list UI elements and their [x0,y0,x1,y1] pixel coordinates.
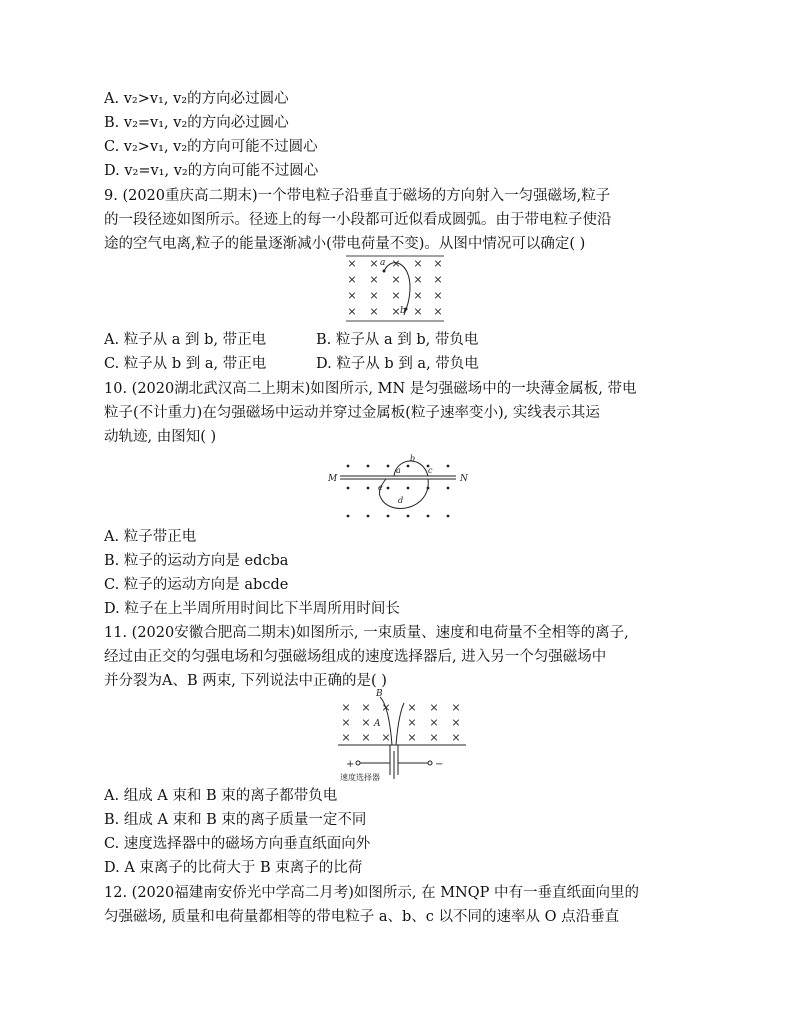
svg-text:×: × [429,701,439,714]
svg-text:×: × [407,701,417,714]
svg-text:×: × [369,289,379,302]
q11-stem-line-2: 经过由正交的匀强电场和匀强磁场组成的速度选择器后, 进入另一个匀强磁场中 [104,649,607,665]
svg-text:×: × [347,257,357,270]
q10-option-d: D. 粒子在上半周所用时间比下半周所用时间长 [104,601,400,617]
svg-text:×: × [451,731,461,744]
svg-text:×: × [391,305,401,318]
svg-text:×: × [361,701,371,714]
svg-text:×: × [381,731,391,744]
svg-text:×: × [361,716,371,729]
q8-option-b: B. v₂=v₁, v₂的方向必过圆心 [104,115,289,131]
q11-stem-line-3: 并分裂为A、B 两束, 下列说法中正确的是( ) [104,673,387,689]
q10-label-e: e [378,483,383,492]
q11-label-b: B [376,689,383,699]
svg-text:×: × [341,701,351,714]
svg-text:×: × [413,273,423,286]
svg-text:×: × [413,257,423,270]
q11-label-minus: − [435,759,444,770]
q9-options-row-1 [104,330,478,350]
q10-stem-line-1: 10. (2020湖北武汉高二上期末)如图所示, MN 是匀强磁场中的一块薄金属板, 带电 [104,381,637,397]
svg-text:×: × [341,731,351,744]
svg-text:×: × [391,289,401,302]
svg-text:×: × [451,701,461,714]
q11-label-a: A [374,719,381,729]
svg-text:×: × [433,289,443,302]
q8-option-c: C. v₂>v₁, v₂的方向可能不过圆心 [104,139,318,155]
q10-label-b: b [410,454,416,463]
svg-text:×: × [347,289,357,302]
q9-figure [340,253,450,325]
q9-options-row-2 [104,354,479,374]
q10-label-m: M [328,474,338,484]
q10-option-a: A. 粒子带正电 [104,529,197,545]
q10-stem-line-2: 粒子(不计重力)在匀强磁场中运动并穿过金属板(粒子速率变小), 实线表示其运 [104,405,600,421]
q9-stem-line-3: 途的空气电离,粒子的能量逐渐减小(带电荷量不变)。从图中情况可以确定( ) [104,236,586,252]
q10-label-a: a [396,466,401,475]
q10-label-d: d [398,496,404,505]
svg-text:×: × [429,731,439,744]
q9-option-d: D. 粒子从 b 到 a, 带负电 [316,356,479,372]
svg-text:×: × [433,273,443,286]
svg-text:×: × [391,257,401,270]
svg-text:×: × [391,273,401,286]
q11-option-d: D. A 束离子的比荷大于 B 束离子的比荷 [104,860,363,876]
q11-option-c: C. 速度选择器中的磁场方向垂直纸面向外 [104,836,371,852]
svg-text:×: × [381,701,391,714]
svg-text:×: × [413,305,423,318]
q11-label-plus: + [346,759,355,770]
svg-text:×: × [433,257,443,270]
svg-text:×: × [341,716,351,729]
q11-option-a: A. 组成 A 束和 B 束的离子都带负电 [104,788,338,804]
svg-text:×: × [429,716,439,729]
q8-option-d: D. v₂=v₁, v₂的方向可能不过圆心 [104,163,319,179]
q10-label-n: N [460,474,468,484]
q12-stem-line-1: 12. (2020福建南安侨光中学高二月考)如图所示, 在 MNQP 中有一垂直纸面向里的 [104,885,639,901]
q9-option-b: B. 粒子从 a 到 b, 带负电 [316,332,479,348]
q9-label-a: a [380,258,386,268]
svg-text:×: × [433,305,443,318]
q9-option-a: A. 粒子从 a 到 b, 带正电 [104,332,267,348]
q9-stem-line-2: 的一段径迹如图所示。径迹上的每一小段都可近似看成圆弧。由于带电粒子使沿 [104,212,612,228]
q9-label-b: b [400,306,406,316]
q10-stem-line-3: 动轨迹, 由图知( ) [104,429,217,445]
q10-figure [324,448,474,524]
svg-text:×: × [361,731,371,744]
q10-label-c: c [428,466,433,475]
q9-stem-line-1: 9. (2020重庆高二期末)一个带电粒子沿垂直于磁场的方向射入一匀强磁场,粒子 [104,188,611,204]
q8-option-a: A. v₂>v₁, v₂的方向必过圆心 [104,91,289,107]
svg-text:×: × [451,716,461,729]
q11-figure [336,689,470,783]
svg-text:×: × [369,273,379,286]
svg-text:×: × [413,289,423,302]
q10-option-b: B. 粒子的运动方向是 edcba [104,553,289,569]
svg-text:×: × [347,305,357,318]
q9-option-c: C. 粒子从 b 到 a, 带正电 [104,356,267,372]
svg-text:×: × [369,257,379,270]
q10-option-c: C. 粒子的运动方向是 abcde [104,577,289,593]
q11-option-b: B. 组成 A 束和 B 束的离子质量一定不同 [104,812,367,828]
q12-stem-line-2: 匀强磁场, 质量和电荷量都相等的带电粒子 a、b、c 以不同的速率从 O 点沿垂直 [104,909,620,925]
svg-text:×: × [347,273,357,286]
svg-text:×: × [369,305,379,318]
q11-stem-line-1: 11. (2020安徽合肥高二期末)如图所示, 一束质量、速度和电荷量不全相等的离子, [104,625,629,641]
q11-label-selector: 速度选择器 [340,773,380,782]
svg-text:×: × [407,731,417,744]
svg-text:×: × [407,716,417,729]
